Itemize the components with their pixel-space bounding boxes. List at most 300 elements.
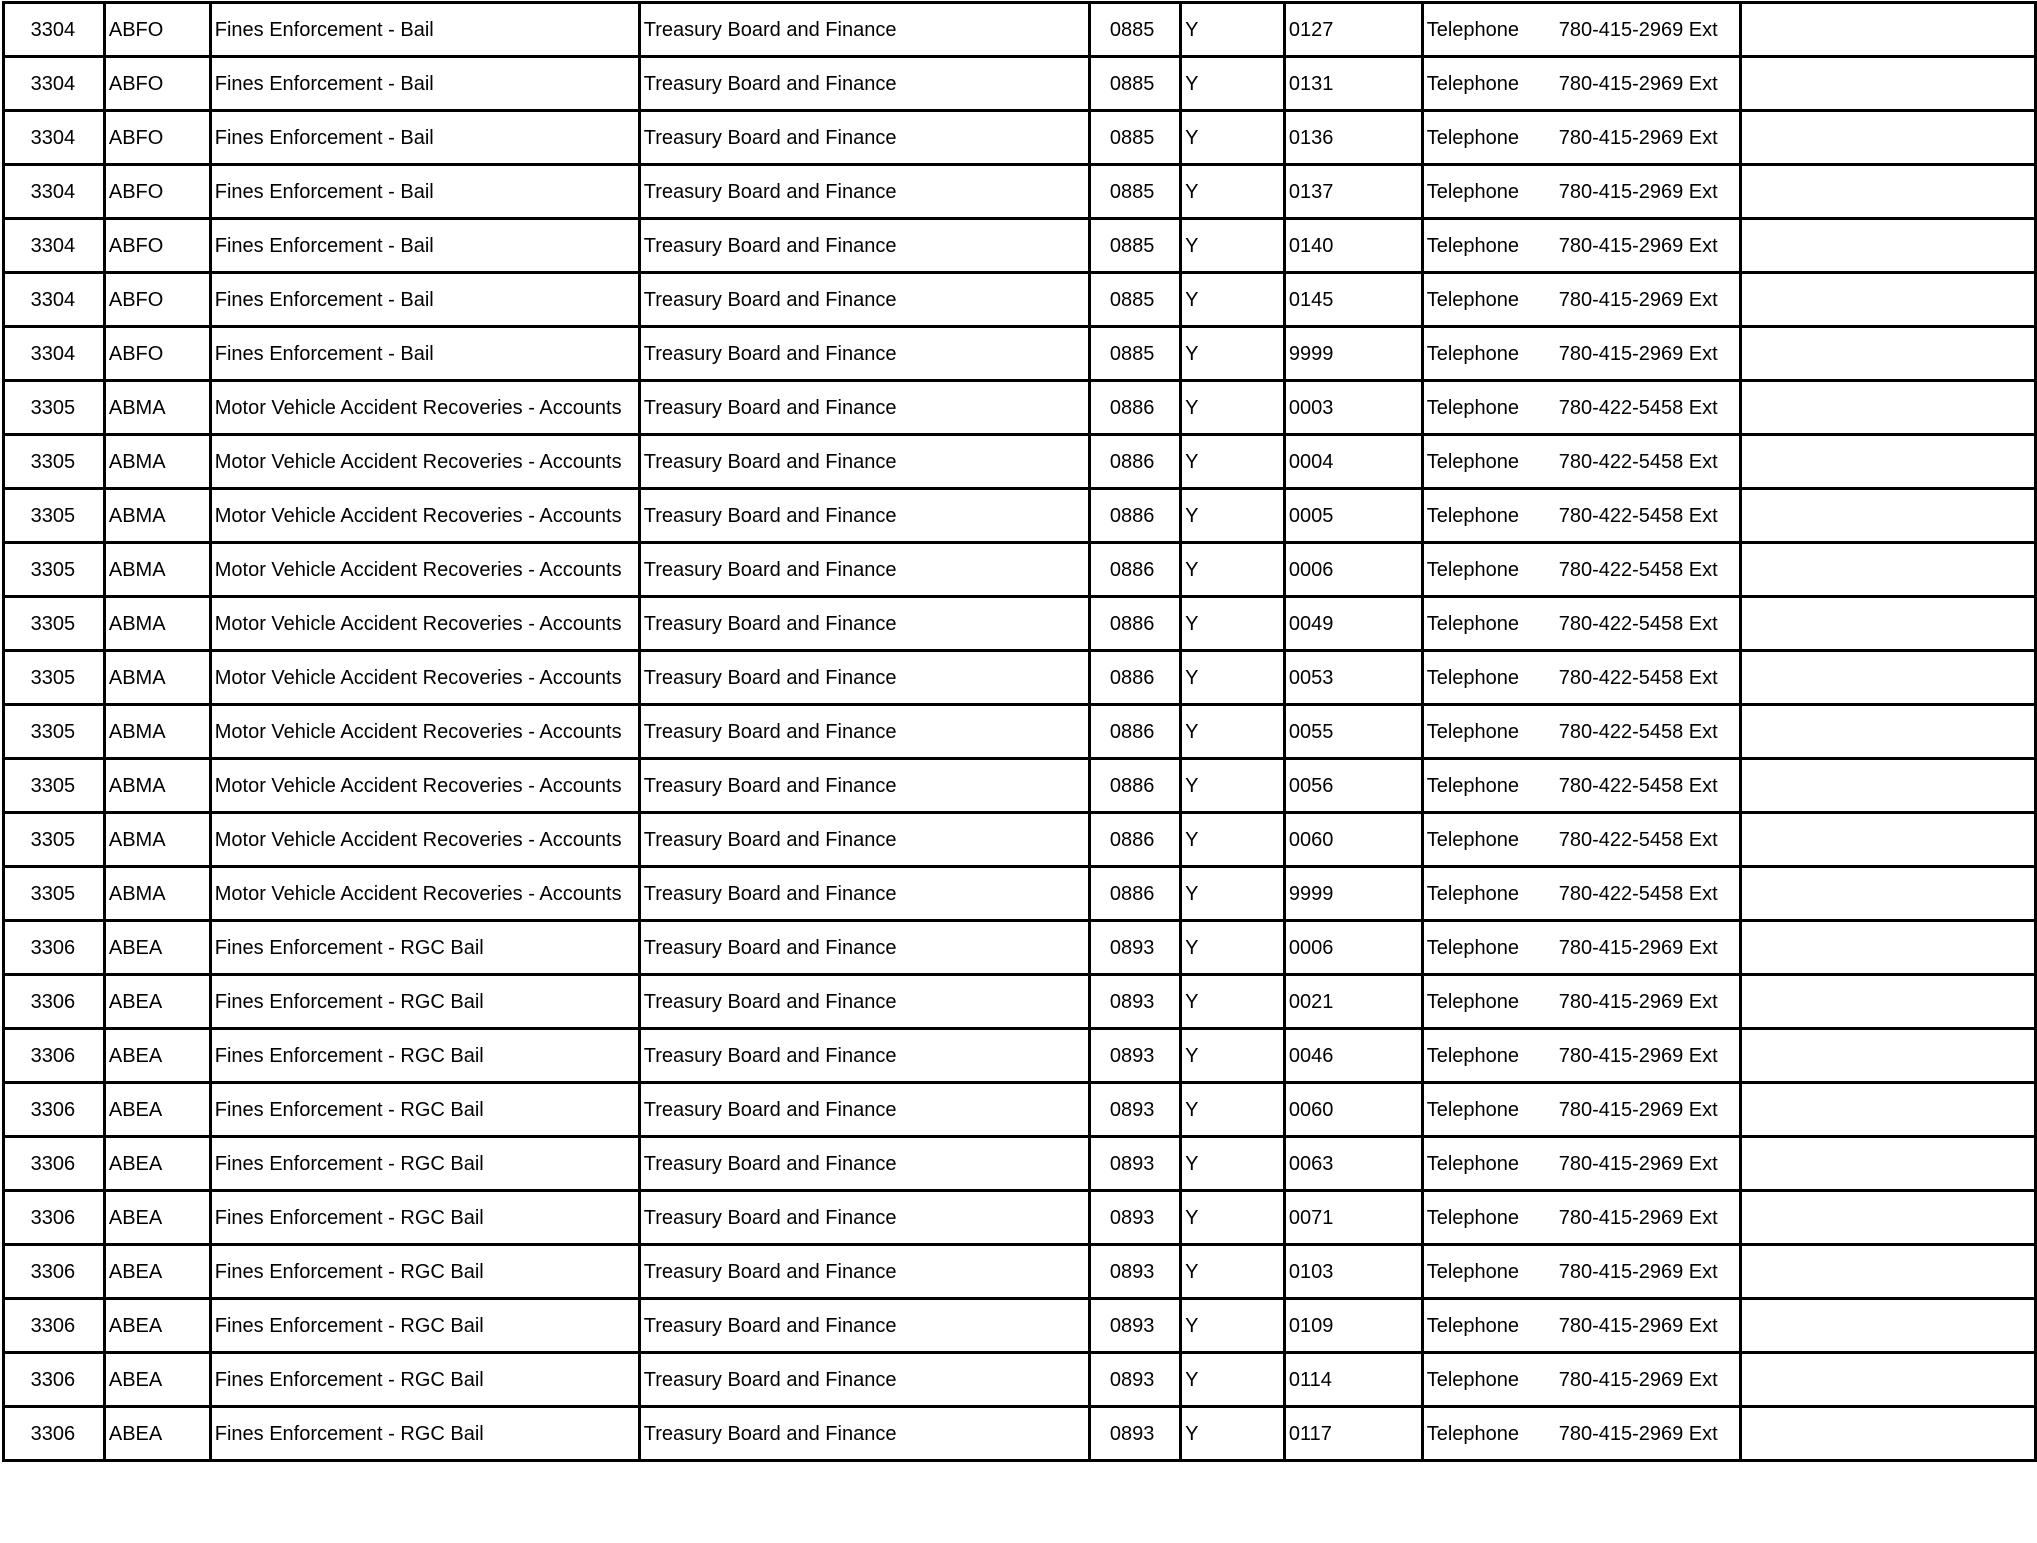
phone-number: 780-415-2969 Ext	[1558, 936, 1718, 959]
cell-org-code: ABEA	[104, 1137, 210, 1191]
contact-type: Telephone	[1426, 1044, 1520, 1067]
table-row	[4, 543, 2036, 597]
cell-program-name: Fines Enforcement - Bail	[210, 111, 639, 165]
cell-contact	[1422, 435, 1740, 489]
cell-account: 0893	[1090, 1137, 1181, 1191]
cell-org-code: ABEA	[104, 1299, 210, 1353]
cell-program-name: Motor Vehicle Accident Recoveries - Accounts	[210, 759, 639, 813]
cell-account: 0893	[1090, 921, 1181, 975]
cell-program-name: Motor Vehicle Accident Recoveries - Accounts	[210, 489, 639, 543]
cell-record-id: 3305	[4, 705, 105, 759]
phone-number: 780-415-2969 Ext	[1558, 126, 1718, 149]
cell-sub-code: 0145	[1284, 273, 1422, 327]
cell-record-id: 3304	[4, 3, 105, 57]
cell-ministry: Treasury Board and Finance	[639, 165, 1090, 219]
cell-contact	[1422, 867, 1740, 921]
cell-ministry: Treasury Board and Finance	[639, 1137, 1090, 1191]
cell-sub-code: 0056	[1284, 759, 1422, 813]
cell-record-id: 3306	[4, 1083, 105, 1137]
cell-flag: Y	[1181, 273, 1285, 327]
cell-flag: Y	[1181, 975, 1285, 1029]
cell-record-id: 3305	[4, 867, 105, 921]
phone-number: 780-415-2969 Ext	[1558, 990, 1718, 1013]
cell-record-id: 3305	[4, 813, 105, 867]
table-row	[4, 327, 2036, 381]
table-row	[4, 435, 2036, 489]
cell-org-code: ABMA	[104, 867, 210, 921]
table-body	[4, 3, 2036, 1461]
cell-contact	[1422, 381, 1740, 435]
table-row	[4, 111, 2036, 165]
cell-program-name: Fines Enforcement - RGC Bail	[210, 1353, 639, 1407]
phone-number: 780-415-2969 Ext	[1558, 1260, 1718, 1283]
cell-record-id: 3305	[4, 597, 105, 651]
cell-program-name: Fines Enforcement - Bail	[210, 327, 639, 381]
cell-ministry: Treasury Board and Finance	[639, 1299, 1090, 1353]
cell-ministry: Treasury Board and Finance	[639, 111, 1090, 165]
cell-extra	[1740, 219, 2035, 273]
cell-flag: Y	[1181, 867, 1285, 921]
cell-flag: Y	[1181, 1083, 1285, 1137]
cell-account: 0886	[1090, 597, 1181, 651]
table-row	[4, 57, 2036, 111]
cell-account: 0893	[1090, 1299, 1181, 1353]
cell-contact	[1422, 597, 1740, 651]
cell-ministry: Treasury Board and Finance	[639, 759, 1090, 813]
cell-sub-code: 0071	[1284, 1191, 1422, 1245]
cell-record-id: 3306	[4, 1245, 105, 1299]
cell-ministry: Treasury Board and Finance	[639, 975, 1090, 1029]
contact-type: Telephone	[1426, 180, 1520, 203]
cell-sub-code: 9999	[1284, 327, 1422, 381]
cell-flag: Y	[1181, 1353, 1285, 1407]
cell-account: 0885	[1090, 111, 1181, 165]
cell-org-code: ABMA	[104, 651, 210, 705]
cell-extra	[1740, 165, 2035, 219]
cell-contact	[1422, 759, 1740, 813]
cell-ministry: Treasury Board and Finance	[639, 867, 1090, 921]
cell-flag: Y	[1181, 1299, 1285, 1353]
cell-extra	[1740, 867, 2035, 921]
contact-type: Telephone	[1426, 504, 1520, 527]
cell-extra	[1740, 489, 2035, 543]
cell-program-name: Motor Vehicle Accident Recoveries - Accounts	[210, 813, 639, 867]
cell-extra	[1740, 1353, 2035, 1407]
cell-ministry: Treasury Board and Finance	[639, 1407, 1090, 1461]
cell-ministry: Treasury Board and Finance	[639, 1191, 1090, 1245]
cell-contact	[1422, 1029, 1740, 1083]
cell-program-name: Fines Enforcement - RGC Bail	[210, 1191, 639, 1245]
cell-contact	[1422, 57, 1740, 111]
cell-org-code: ABEA	[104, 1029, 210, 1083]
cell-org-code: ABFO	[104, 111, 210, 165]
cell-contact	[1422, 165, 1740, 219]
phone-number: 780-422-5458 Ext	[1558, 882, 1718, 905]
cell-sub-code: 0140	[1284, 219, 1422, 273]
cell-extra	[1740, 1191, 2035, 1245]
cell-account: 0885	[1090, 327, 1181, 381]
cell-record-id: 3306	[4, 921, 105, 975]
cell-flag: Y	[1181, 165, 1285, 219]
cell-record-id: 3306	[4, 1353, 105, 1407]
cell-contact	[1422, 1353, 1740, 1407]
cell-contact	[1422, 1083, 1740, 1137]
cell-contact	[1422, 489, 1740, 543]
cell-program-name: Motor Vehicle Accident Recoveries - Accounts	[210, 435, 639, 489]
cell-account: 0885	[1090, 165, 1181, 219]
cell-sub-code: 0136	[1284, 111, 1422, 165]
cell-account: 0893	[1090, 1083, 1181, 1137]
cell-account: 0885	[1090, 3, 1181, 57]
cell-program-name: Fines Enforcement - RGC Bail	[210, 921, 639, 975]
contact-type: Telephone	[1426, 1422, 1520, 1445]
cell-flag: Y	[1181, 3, 1285, 57]
cell-record-id: 3304	[4, 57, 105, 111]
table-row	[4, 921, 2036, 975]
phone-number: 780-415-2969 Ext	[1558, 18, 1718, 41]
table-row	[4, 813, 2036, 867]
contact-type: Telephone	[1426, 558, 1520, 581]
contact-type: Telephone	[1426, 774, 1520, 797]
phone-number: 780-415-2969 Ext	[1558, 342, 1718, 365]
phone-number: 780-415-2969 Ext	[1558, 180, 1718, 203]
cell-extra	[1740, 327, 2035, 381]
cell-record-id: 3305	[4, 759, 105, 813]
cell-record-id: 3304	[4, 165, 105, 219]
cell-program-name: Motor Vehicle Accident Recoveries - Accounts	[210, 381, 639, 435]
cell-account: 0893	[1090, 1029, 1181, 1083]
cell-record-id: 3306	[4, 1299, 105, 1353]
table-row	[4, 1137, 2036, 1191]
cell-flag: Y	[1181, 1029, 1285, 1083]
cell-org-code: ABMA	[104, 597, 210, 651]
cell-program-name: Motor Vehicle Accident Recoveries - Accounts	[210, 597, 639, 651]
cell-flag: Y	[1181, 597, 1285, 651]
cell-sub-code: 0046	[1284, 1029, 1422, 1083]
contact-type: Telephone	[1426, 396, 1520, 419]
phone-number: 780-422-5458 Ext	[1558, 558, 1718, 581]
cell-org-code: ABFO	[104, 165, 210, 219]
phone-number: 780-422-5458 Ext	[1558, 450, 1718, 473]
cell-org-code: ABEA	[104, 921, 210, 975]
cell-org-code: ABEA	[104, 1083, 210, 1137]
cell-ministry: Treasury Board and Finance	[639, 57, 1090, 111]
cell-record-id: 3305	[4, 381, 105, 435]
phone-number: 780-422-5458 Ext	[1558, 504, 1718, 527]
cell-flag: Y	[1181, 1407, 1285, 1461]
cell-program-name: Fines Enforcement - Bail	[210, 219, 639, 273]
cell-org-code: ABMA	[104, 543, 210, 597]
cell-extra	[1740, 759, 2035, 813]
cell-sub-code: 0060	[1284, 813, 1422, 867]
cell-account: 0885	[1090, 57, 1181, 111]
cell-contact	[1422, 813, 1740, 867]
cell-record-id: 3306	[4, 1191, 105, 1245]
cell-flag: Y	[1181, 651, 1285, 705]
cell-contact	[1422, 3, 1740, 57]
phone-number: 780-422-5458 Ext	[1558, 666, 1718, 689]
cell-program-name: Fines Enforcement - RGC Bail	[210, 1137, 639, 1191]
cell-program-name: Fines Enforcement - Bail	[210, 165, 639, 219]
cell-org-code: ABMA	[104, 813, 210, 867]
cell-ministry: Treasury Board and Finance	[639, 1353, 1090, 1407]
cell-extra	[1740, 435, 2035, 489]
cell-sub-code: 0055	[1284, 705, 1422, 759]
cell-contact	[1422, 705, 1740, 759]
table-row	[4, 597, 2036, 651]
cell-ministry: Treasury Board and Finance	[639, 3, 1090, 57]
cell-account: 0886	[1090, 381, 1181, 435]
table-row	[4, 3, 2036, 57]
cell-account: 0886	[1090, 867, 1181, 921]
cell-account: 0893	[1090, 1245, 1181, 1299]
cell-ministry: Treasury Board and Finance	[639, 543, 1090, 597]
cell-sub-code: 0103	[1284, 1245, 1422, 1299]
phone-number: 780-415-2969 Ext	[1558, 234, 1718, 257]
cell-ministry: Treasury Board and Finance	[639, 435, 1090, 489]
cell-program-name: Motor Vehicle Accident Recoveries - Accounts	[210, 543, 639, 597]
contact-type: Telephone	[1426, 612, 1520, 635]
cell-record-id: 3305	[4, 543, 105, 597]
cell-flag: Y	[1181, 111, 1285, 165]
phone-number: 780-422-5458 Ext	[1558, 774, 1718, 797]
cell-program-name: Fines Enforcement - Bail	[210, 3, 639, 57]
cell-flag: Y	[1181, 1245, 1285, 1299]
cell-account: 0886	[1090, 435, 1181, 489]
cell-account: 0886	[1090, 489, 1181, 543]
cell-account: 0886	[1090, 705, 1181, 759]
cell-sub-code: 0006	[1284, 543, 1422, 597]
cell-org-code: ABFO	[104, 327, 210, 381]
cell-flag: Y	[1181, 1137, 1285, 1191]
cell-ministry: Treasury Board and Finance	[639, 1029, 1090, 1083]
table-row	[4, 975, 2036, 1029]
table-row	[4, 1029, 2036, 1083]
contact-type: Telephone	[1426, 126, 1520, 149]
cell-account: 0886	[1090, 759, 1181, 813]
contact-type: Telephone	[1426, 72, 1520, 95]
cell-org-code: ABFO	[104, 57, 210, 111]
contact-type: Telephone	[1426, 450, 1520, 473]
cell-account: 0886	[1090, 651, 1181, 705]
cell-record-id: 3306	[4, 1407, 105, 1461]
cell-extra	[1740, 651, 2035, 705]
data-table	[2, 1, 2037, 1462]
cell-contact	[1422, 1137, 1740, 1191]
contact-type: Telephone	[1426, 18, 1520, 41]
cell-program-name: Fines Enforcement - Bail	[210, 57, 639, 111]
cell-flag: Y	[1181, 435, 1285, 489]
cell-record-id: 3306	[4, 975, 105, 1029]
table-row	[4, 1299, 2036, 1353]
cell-extra	[1740, 1299, 2035, 1353]
cell-sub-code: 0114	[1284, 1353, 1422, 1407]
phone-number: 780-415-2969 Ext	[1558, 1044, 1718, 1067]
cell-sub-code: 0117	[1284, 1407, 1422, 1461]
cell-program-name: Fines Enforcement - RGC Bail	[210, 1083, 639, 1137]
cell-program-name: Fines Enforcement - RGC Bail	[210, 1407, 639, 1461]
cell-contact	[1422, 111, 1740, 165]
contact-type: Telephone	[1426, 666, 1520, 689]
cell-extra	[1740, 1029, 2035, 1083]
cell-extra	[1740, 1407, 2035, 1461]
cell-program-name: Fines Enforcement - RGC Bail	[210, 1029, 639, 1083]
cell-sub-code: 0004	[1284, 435, 1422, 489]
cell-account: 0885	[1090, 219, 1181, 273]
cell-sub-code: 0005	[1284, 489, 1422, 543]
cell-sub-code: 0060	[1284, 1083, 1422, 1137]
cell-org-code: ABEA	[104, 1191, 210, 1245]
contact-type: Telephone	[1426, 1314, 1520, 1337]
cell-extra	[1740, 3, 2035, 57]
phone-number: 780-422-5458 Ext	[1558, 828, 1718, 851]
phone-number: 780-415-2969 Ext	[1558, 1368, 1718, 1391]
cell-org-code: ABMA	[104, 705, 210, 759]
cell-ministry: Treasury Board and Finance	[639, 921, 1090, 975]
cell-flag: Y	[1181, 921, 1285, 975]
cell-flag: Y	[1181, 381, 1285, 435]
contact-type: Telephone	[1426, 342, 1520, 365]
cell-ministry: Treasury Board and Finance	[639, 651, 1090, 705]
contact-type: Telephone	[1426, 1368, 1520, 1391]
cell-sub-code: 0021	[1284, 975, 1422, 1029]
cell-program-name: Fines Enforcement - RGC Bail	[210, 1299, 639, 1353]
cell-extra	[1740, 1245, 2035, 1299]
cell-account: 0886	[1090, 813, 1181, 867]
contact-type: Telephone	[1426, 936, 1520, 959]
cell-extra	[1740, 813, 2035, 867]
table-row	[4, 1083, 2036, 1137]
cell-ministry: Treasury Board and Finance	[639, 813, 1090, 867]
table-row	[4, 1191, 2036, 1245]
cell-org-code: ABMA	[104, 489, 210, 543]
table-row	[4, 1353, 2036, 1407]
cell-flag: Y	[1181, 327, 1285, 381]
cell-flag: Y	[1181, 759, 1285, 813]
cell-org-code: ABFO	[104, 273, 210, 327]
phone-number: 780-415-2969 Ext	[1558, 1098, 1718, 1121]
table-row	[4, 489, 2036, 543]
cell-contact	[1422, 651, 1740, 705]
cell-org-code: ABEA	[104, 1353, 210, 1407]
cell-org-code: ABEA	[104, 1245, 210, 1299]
cell-extra	[1740, 597, 2035, 651]
cell-sub-code: 0109	[1284, 1299, 1422, 1353]
phone-number: 780-415-2969 Ext	[1558, 1422, 1718, 1445]
contact-type: Telephone	[1426, 1098, 1520, 1121]
phone-number: 780-415-2969 Ext	[1558, 288, 1718, 311]
contact-type: Telephone	[1426, 882, 1520, 905]
cell-account: 0886	[1090, 543, 1181, 597]
cell-org-code: ABFO	[104, 219, 210, 273]
cell-extra	[1740, 975, 2035, 1029]
cell-flag: Y	[1181, 1191, 1285, 1245]
table-row	[4, 1245, 2036, 1299]
table-row	[4, 273, 2036, 327]
cell-sub-code: 0137	[1284, 165, 1422, 219]
cell-ministry: Treasury Board and Finance	[639, 219, 1090, 273]
cell-record-id: 3304	[4, 111, 105, 165]
cell-sub-code: 0131	[1284, 57, 1422, 111]
cell-record-id: 3306	[4, 1029, 105, 1083]
contact-type: Telephone	[1426, 288, 1520, 311]
cell-program-name: Fines Enforcement - RGC Bail	[210, 1245, 639, 1299]
cell-flag: Y	[1181, 489, 1285, 543]
cell-sub-code: 0006	[1284, 921, 1422, 975]
cell-org-code: ABFO	[104, 3, 210, 57]
cell-extra	[1740, 381, 2035, 435]
cell-record-id: 3304	[4, 219, 105, 273]
cell-org-code: ABMA	[104, 759, 210, 813]
cell-sub-code: 0049	[1284, 597, 1422, 651]
contact-type: Telephone	[1426, 1152, 1520, 1175]
cell-ministry: Treasury Board and Finance	[639, 381, 1090, 435]
cell-flag: Y	[1181, 219, 1285, 273]
contact-type: Telephone	[1426, 828, 1520, 851]
cell-sub-code: 0127	[1284, 3, 1422, 57]
cell-ministry: Treasury Board and Finance	[639, 705, 1090, 759]
cell-flag: Y	[1181, 705, 1285, 759]
cell-account: 0885	[1090, 273, 1181, 327]
table-row	[4, 759, 2036, 813]
cell-record-id: 3305	[4, 489, 105, 543]
contact-type: Telephone	[1426, 990, 1520, 1013]
phone-number: 780-422-5458 Ext	[1558, 720, 1718, 743]
cell-ministry: Treasury Board and Finance	[639, 489, 1090, 543]
cell-contact	[1422, 975, 1740, 1029]
table-row	[4, 381, 2036, 435]
phone-number: 780-415-2969 Ext	[1558, 1314, 1718, 1337]
phone-number: 780-415-2969 Ext	[1558, 72, 1718, 95]
cell-record-id: 3305	[4, 435, 105, 489]
cell-contact	[1422, 1245, 1740, 1299]
contact-type: Telephone	[1426, 1206, 1520, 1229]
cell-extra	[1740, 57, 2035, 111]
cell-org-code: ABEA	[104, 975, 210, 1029]
cell-contact	[1422, 219, 1740, 273]
cell-sub-code: 9999	[1284, 867, 1422, 921]
cell-flag: Y	[1181, 57, 1285, 111]
cell-extra	[1740, 1137, 2035, 1191]
table-row	[4, 1407, 2036, 1461]
cell-account: 0893	[1090, 1353, 1181, 1407]
cell-program-name: Fines Enforcement - Bail	[210, 273, 639, 327]
cell-program-name: Motor Vehicle Accident Recoveries - Accounts	[210, 705, 639, 759]
phone-number: 780-422-5458 Ext	[1558, 612, 1718, 635]
contact-type: Telephone	[1426, 1260, 1520, 1283]
cell-flag: Y	[1181, 813, 1285, 867]
cell-program-name: Motor Vehicle Accident Recoveries - Accounts	[210, 867, 639, 921]
cell-contact	[1422, 273, 1740, 327]
phone-number: 780-415-2969 Ext	[1558, 1206, 1718, 1229]
cell-ministry: Treasury Board and Finance	[639, 327, 1090, 381]
cell-program-name: Motor Vehicle Accident Recoveries - Accounts	[210, 651, 639, 705]
table-row	[4, 705, 2036, 759]
cell-record-id: 3305	[4, 651, 105, 705]
cell-flag: Y	[1181, 543, 1285, 597]
cell-contact	[1422, 1407, 1740, 1461]
cell-contact	[1422, 921, 1740, 975]
cell-program-name: Fines Enforcement - RGC Bail	[210, 975, 639, 1029]
cell-sub-code: 0003	[1284, 381, 1422, 435]
cell-ministry: Treasury Board and Finance	[639, 1083, 1090, 1137]
contact-type: Telephone	[1426, 234, 1520, 257]
cell-contact	[1422, 327, 1740, 381]
table-row	[4, 219, 2036, 273]
cell-record-id: 3304	[4, 273, 105, 327]
cell-extra	[1740, 705, 2035, 759]
cell-record-id: 3304	[4, 327, 105, 381]
